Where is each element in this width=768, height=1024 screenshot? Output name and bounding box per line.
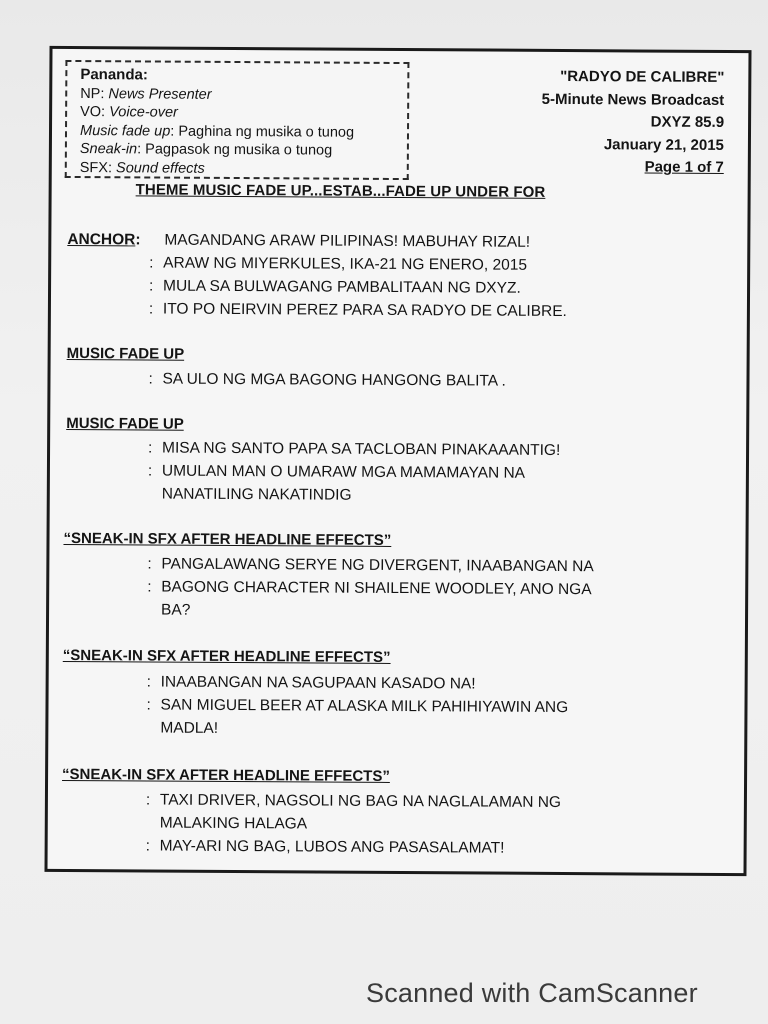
station-name: "RADYO DE CALIBRE" bbox=[560, 67, 725, 86]
legend-row-sneak: Sneak-in: Pagpasok ng musika o tunog bbox=[79, 141, 333, 159]
legend-row-sfx: SFX: Sound effects bbox=[79, 159, 205, 177]
segment-cue: MUSIC FADE UP bbox=[66, 414, 184, 433]
segment-line: : PANGALAWANG SERYE NG DIVERGENT, INAABANGAN NA bbox=[147, 555, 594, 576]
segment-line: : BAGONG CHARACTER NI SHAILENE WOODLEY, ANO NGA bbox=[147, 578, 592, 599]
segment-line: : SAN MIGUEL BEER AT ALASKA MILK PAHIHIYAWIN ANG bbox=[146, 696, 569, 717]
segment-cue: “SNEAK-IN SFX AFTER HEADLINE EFFECTS” bbox=[62, 646, 391, 666]
segment-line: : MAY-ARI NG BAG, LUBOS ANG PASASALAMAT! bbox=[145, 837, 505, 857]
segment-cue: “SNEAK-IN SFX AFTER HEADLINE EFFECTS” bbox=[63, 529, 392, 549]
segment-line: MADLA! bbox=[160, 719, 219, 737]
legend-title: Pananda: bbox=[80, 66, 148, 84]
broadcast-date: January 21, 2015 bbox=[603, 135, 724, 154]
theme-cue: THEME MUSIC FADE UP...ESTAB...FADE UP UNDER FOR bbox=[135, 181, 546, 201]
legend-row-vo: VO: Voice-over bbox=[80, 104, 178, 121]
segment-cue: “SNEAK-IN SFX AFTER HEADLINE EFFECTS” bbox=[62, 765, 390, 785]
anchor-label: ANCHOR: bbox=[67, 230, 141, 249]
anchor-line: : ARAW NG MIYERKULES, IKA-21 NG ENERO, 2015 bbox=[149, 254, 528, 274]
segment-line: : MISA NG SANTO PAPA SA TACLOBAN PINAKAAANTIG! bbox=[148, 439, 561, 459]
callsign: DXYZ 85.9 bbox=[650, 113, 725, 131]
segment-line: : TAXI DRIVER, NAGSOLI NG BAG NA NAGLALAMAN NG bbox=[145, 791, 562, 812]
segment-line: : INAABANGAN NA SAGUPAAN KASADO NA! bbox=[146, 673, 476, 693]
segment-line: NANATILING NAKATINDIG bbox=[161, 485, 352, 504]
legend-row-np: NP: News Presenter bbox=[80, 85, 212, 103]
program-name: 5-Minute News Broadcast bbox=[541, 90, 725, 109]
anchor-line: : ITO PO NEIRVIN PEREZ PARA SA RADYO DE CALIBRE. bbox=[148, 300, 567, 321]
station-header bbox=[474, 65, 725, 179]
segment-line: MALAKING HALAGA bbox=[159, 814, 308, 833]
camscanner-watermark: Scanned with CamScanner bbox=[366, 978, 698, 1008]
anchor-line: MAGANDANG ARAW PILIPINAS! MABUHAY RIZAL! bbox=[164, 231, 531, 251]
segment-cue: MUSIC FADE UP bbox=[66, 344, 185, 363]
segment-line: BA? bbox=[161, 601, 191, 619]
script-frame bbox=[44, 46, 751, 876]
segment-line: : SA ULO NG MGA BAGONG HANGONG BALITA . bbox=[148, 370, 506, 390]
legend-row-music: Music fade up: Paghina ng musika o tunog bbox=[79, 122, 355, 141]
legend-box bbox=[65, 60, 410, 180]
segment-line: : UMULAN MAN O UMARAW MGA MAMAMAYAN NA bbox=[147, 462, 526, 482]
anchor-line: : MULA SA BULWAGANG PAMBALITAAN NG DXYZ. bbox=[149, 277, 521, 297]
page-number: Page 1 of 7 bbox=[644, 158, 724, 176]
